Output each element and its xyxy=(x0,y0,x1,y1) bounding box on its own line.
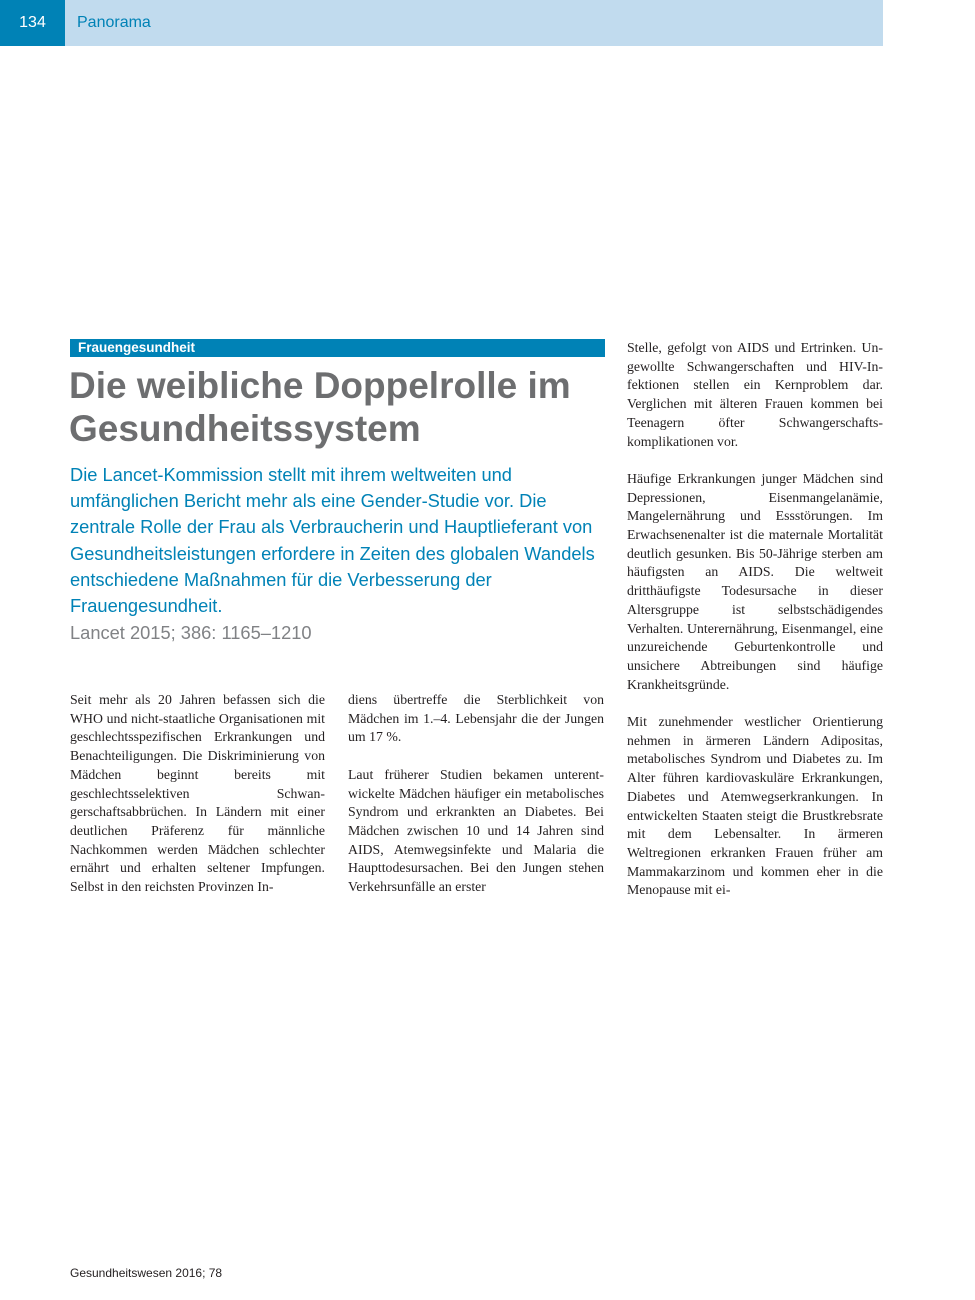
body-paragraph-2b: Stelle, gefolgt von AIDS und Ertrinken. Ungewollte Schwangerschaften und HIV-Infektionen stellen ein Kernproblem dar. Verglichen mit älteren Frauen kommen bei Teenagern öfter Schwangerschaftskomplikationen vor. xyxy=(627,340,883,449)
body-column-2 xyxy=(348,691,604,915)
body-paragraph-1b: diens übertreffe die Sterblichkeit von Mädchen im 1.–4. Lebensjahr die der Jungen um 17 %. xyxy=(348,692,604,745)
body-column-3 xyxy=(627,339,883,919)
article-headline xyxy=(69,364,614,450)
body-paragraph-4: Mit zunehmender westlicher Orientierung nehmen in ärmeren Ländern Adipositas, metabolisches Syndrom und Diabetes zu. Im Alter führen kardiovaskuläre Erkrankungen, Diabetes und Atemwegserkrankungen. In entwickelten Staaten steigt die Brustkrebsrate mit dem Lebensalter. In ärmeren Weltregionen erkranken Frauen früher am Mammakarzinom und kommen eher in die Menopause mit ei- xyxy=(627,714,883,898)
headline-line-1: Die weibliche Doppelrolle im xyxy=(69,365,571,406)
article-lead: Die Lancet-Kommission stellt mit ihrem weltweiten und umfänglichen Bericht mehr als eine Gender-Studie vor. Die zentrale Rolle der Frau als Verbraucherin und Hauptlieferant von Gesundheitsleistungen erfordere in Zeiten des globalen Wandels entschiedene Maßnahmen für die Verbesserung der Frauengesundheit. xyxy=(70,464,595,617)
body-paragraph-2a: Laut früherer Studien bekamen unterentwickelte Mädchen häufiger ein metabolisches Syndrom und erkrankten an Diabetes. Bei Mädchen zwischen 10 und 14 Jahren sind AIDS, Atemwegsinfekte und Malaria die Haupttodesursachen. Bei den Jungen stehen Verkehrsunfälle an erster xyxy=(348,766,604,895)
headline-line-2: Gesundheitssystem xyxy=(69,408,421,449)
article-kicker: Frauengesundheit xyxy=(70,339,605,357)
page-number: 134 xyxy=(0,0,65,46)
body-column-1 xyxy=(70,691,325,915)
article-citation: Lancet 2015; 386: 1165–1210 xyxy=(70,622,312,643)
section-label: Panorama xyxy=(77,14,151,31)
body-paragraph-3: Häufige Erkrankungen junger Mädchen sind Depressionen, Eisenmangelanämie, Mangelernährung und Essstörungen. Im Erwachsenenalter ist die maternale Mortalität deutlich gesunken. Bis 50-Jährige sterben am häufigsten an AIDS. Die weltweit dritthäufigste Todesursache in dieser Altersgruppe ist selbstschädigendes Verhalten. Unterernährung, Eisenmangel, eine unzureichende Geburtenkontrolle und unsichere Abtreibungen sind häufige Krankheitsgründe. xyxy=(627,470,883,692)
body-paragraph-1a: Seit mehr als 20 Jahren befassen sich die WHO und nicht-staatliche Organisationen mit geschlechtsspezifischen Erkrankungen und Benachteiligungen. Die Diskriminierung von Mädchen beginnt bereits mit geschlechtsselektiven Schwangerschaftsabbrüchen. In Ländern mit einer deutlichen Präferenz für männliche Nachkommen werden Mädchen schlechter ernährt und erhalten seltener Impfungen. Selbst in den reichsten Provinzen In- xyxy=(70,692,325,895)
journal-footer: Gesundheitswesen 2016; 78 xyxy=(70,1266,223,1280)
